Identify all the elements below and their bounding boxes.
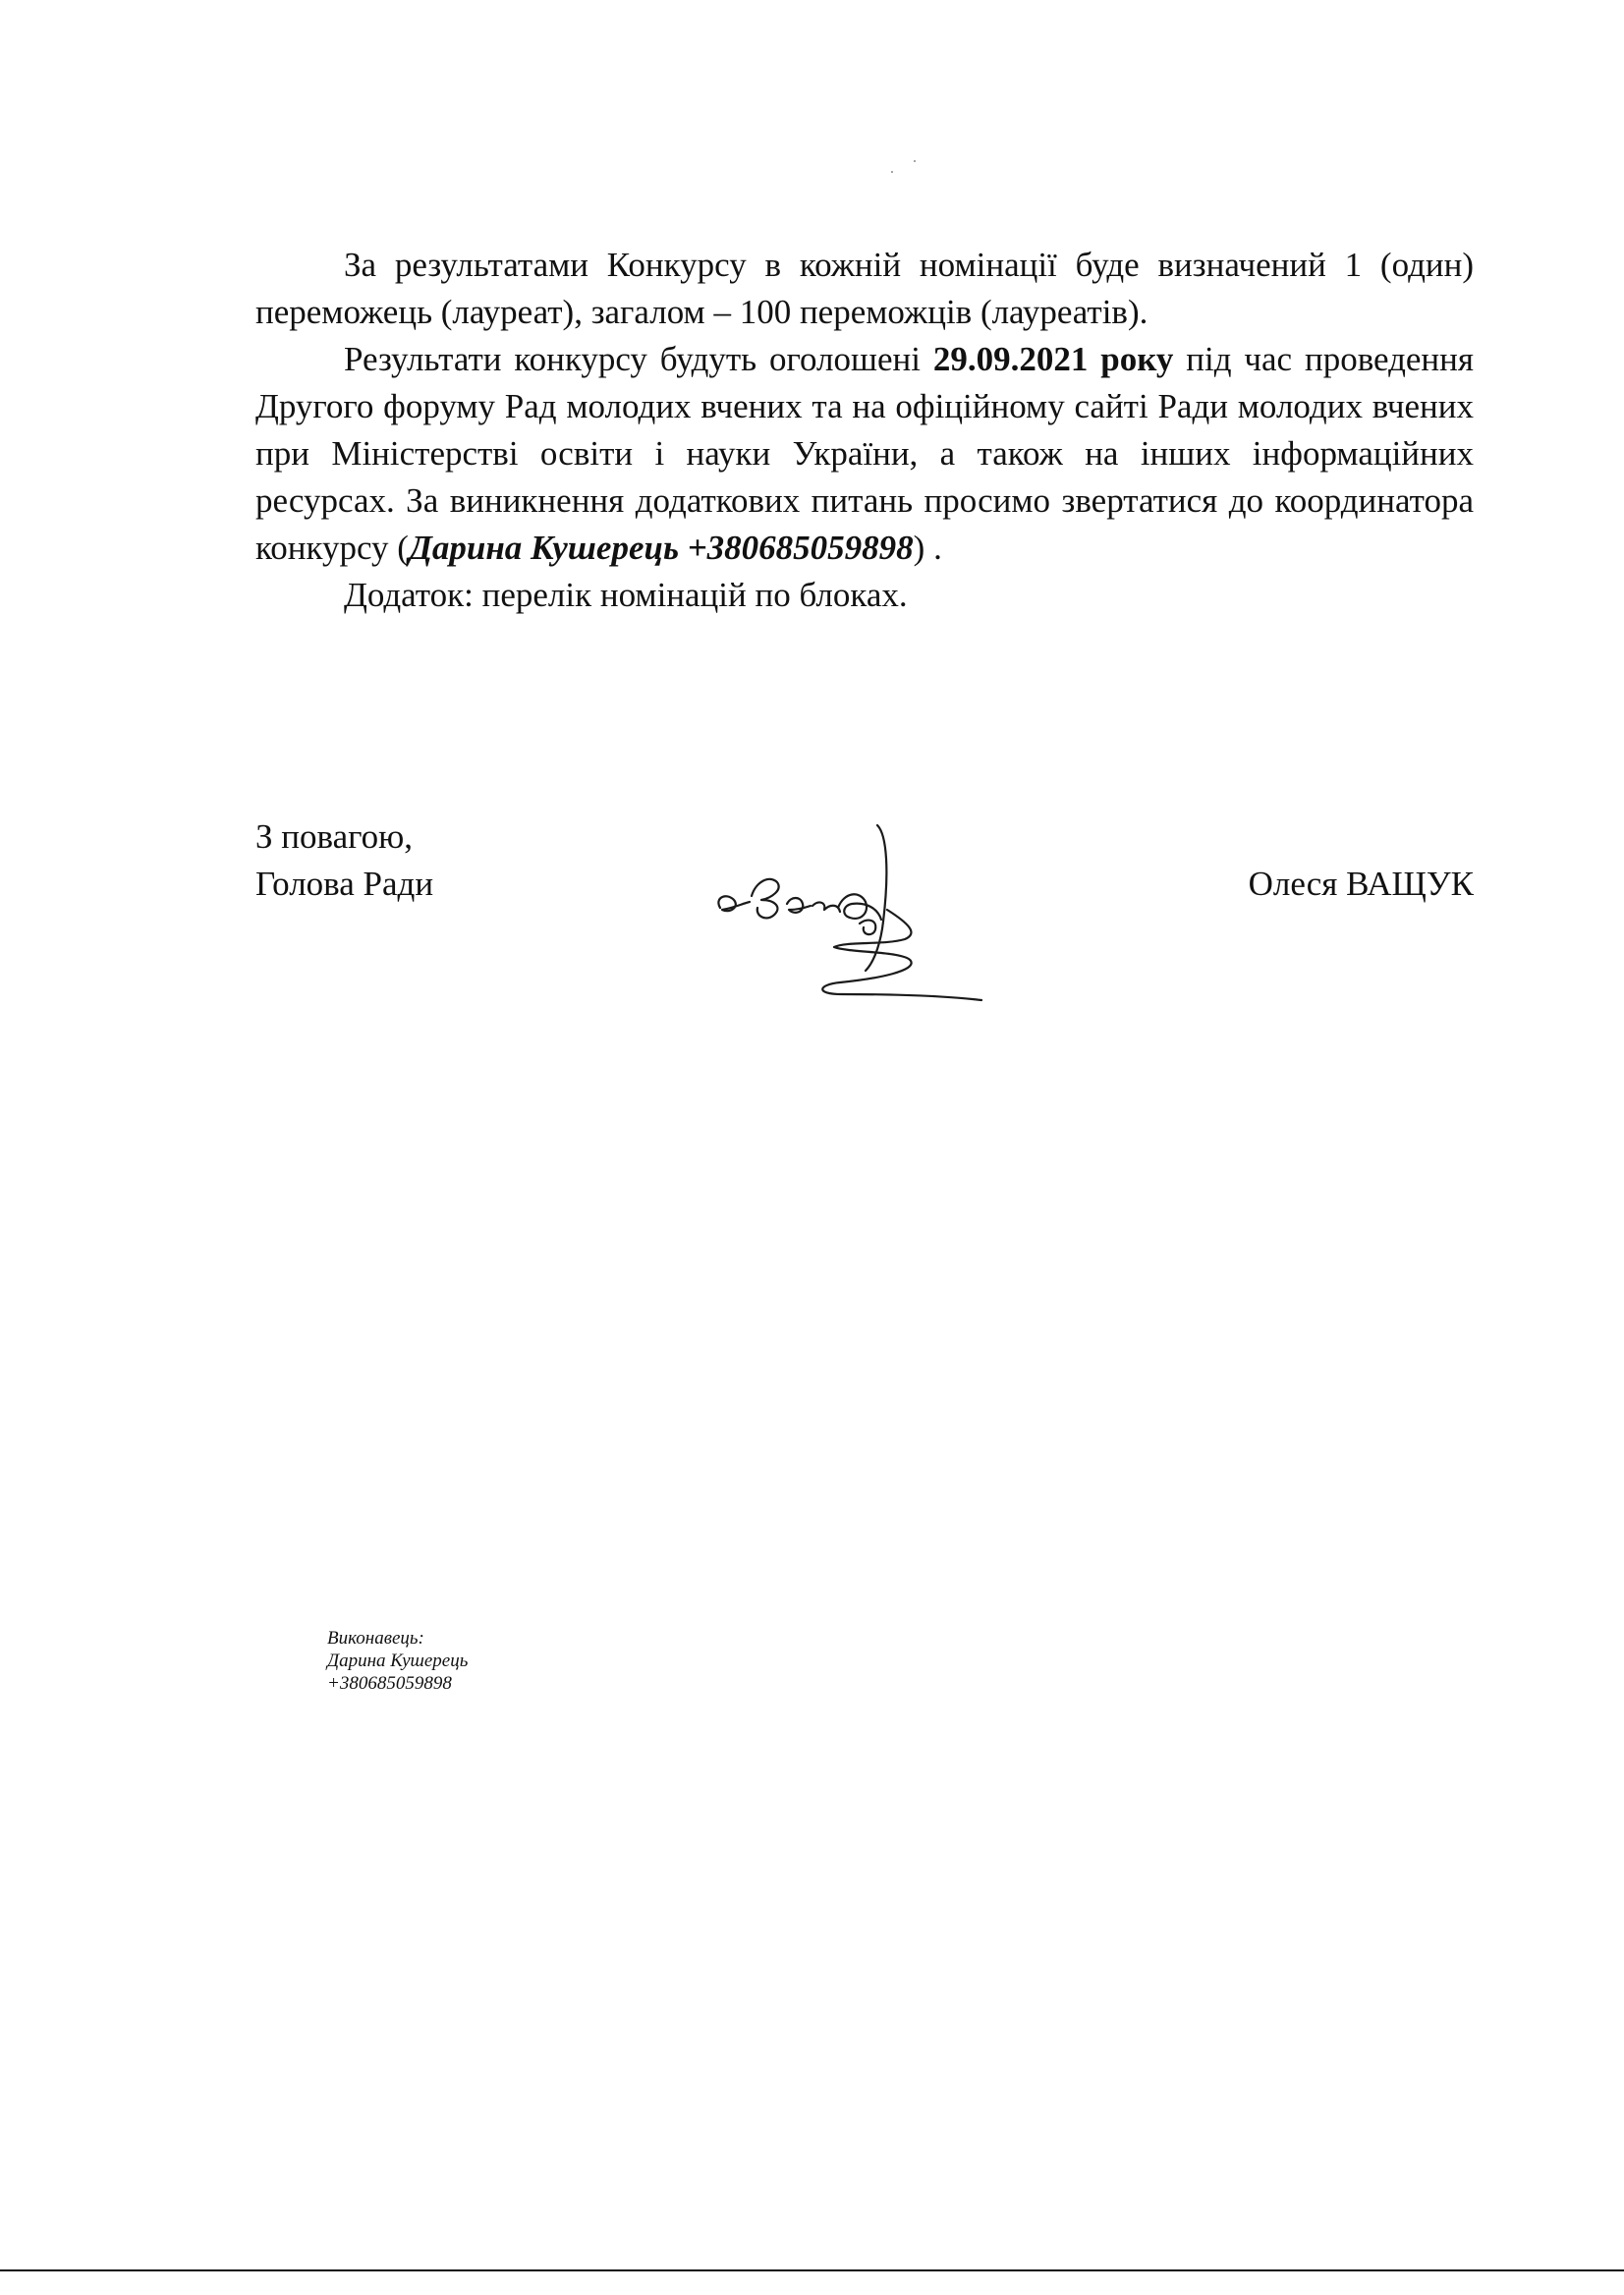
contact-open-paren: ( bbox=[397, 529, 409, 567]
coordinator-contact: Дарина Кушерець +380685059898 bbox=[408, 529, 914, 567]
signer-name: Олеся ВАЩУК bbox=[1248, 865, 1474, 903]
executor-name: Дарина Кушерець bbox=[327, 1651, 469, 1671]
closing-block bbox=[255, 813, 433, 908]
scan-speck bbox=[891, 171, 893, 173]
footer-divider bbox=[0, 2269, 1624, 2271]
executor-phone: +380685059898 bbox=[327, 1673, 452, 1694]
handwritten-signature bbox=[712, 813, 1027, 1037]
attachment-note: Додаток: перелік номінацій по блоках. bbox=[344, 576, 908, 614]
scan-speck bbox=[914, 160, 916, 162]
executor-label: Виконавець: bbox=[327, 1628, 424, 1649]
paragraph-results: За результатами Конкурсу в кожній номінації буде визначений 1 (один) переможець (лауреат), загалом – 100 переможців (лауреатів). bbox=[255, 246, 1474, 331]
paragraph-announcement bbox=[255, 336, 1474, 572]
announcement-details: під час проведення Другого форуму Рад молодих вчених та на офіційному сайті Ради молодих вчених при Міністерстві освіти і науки України, а також на інших інформаційних ресурсах. За виникнення додаткових питань просимо звертатися до координатора конкурсу bbox=[255, 340, 1474, 567]
letter-body bbox=[255, 242, 1474, 619]
regards-line: З повагою, bbox=[255, 817, 413, 856]
executor-block bbox=[327, 1627, 468, 1695]
contact-close-paren: ) . bbox=[913, 529, 942, 567]
announcement-intro: Результати конкурсу будуть оголошені bbox=[344, 340, 933, 378]
signer-position: Голова Ради bbox=[255, 865, 434, 903]
announcement-date: 29.09.2021 року bbox=[932, 340, 1174, 378]
